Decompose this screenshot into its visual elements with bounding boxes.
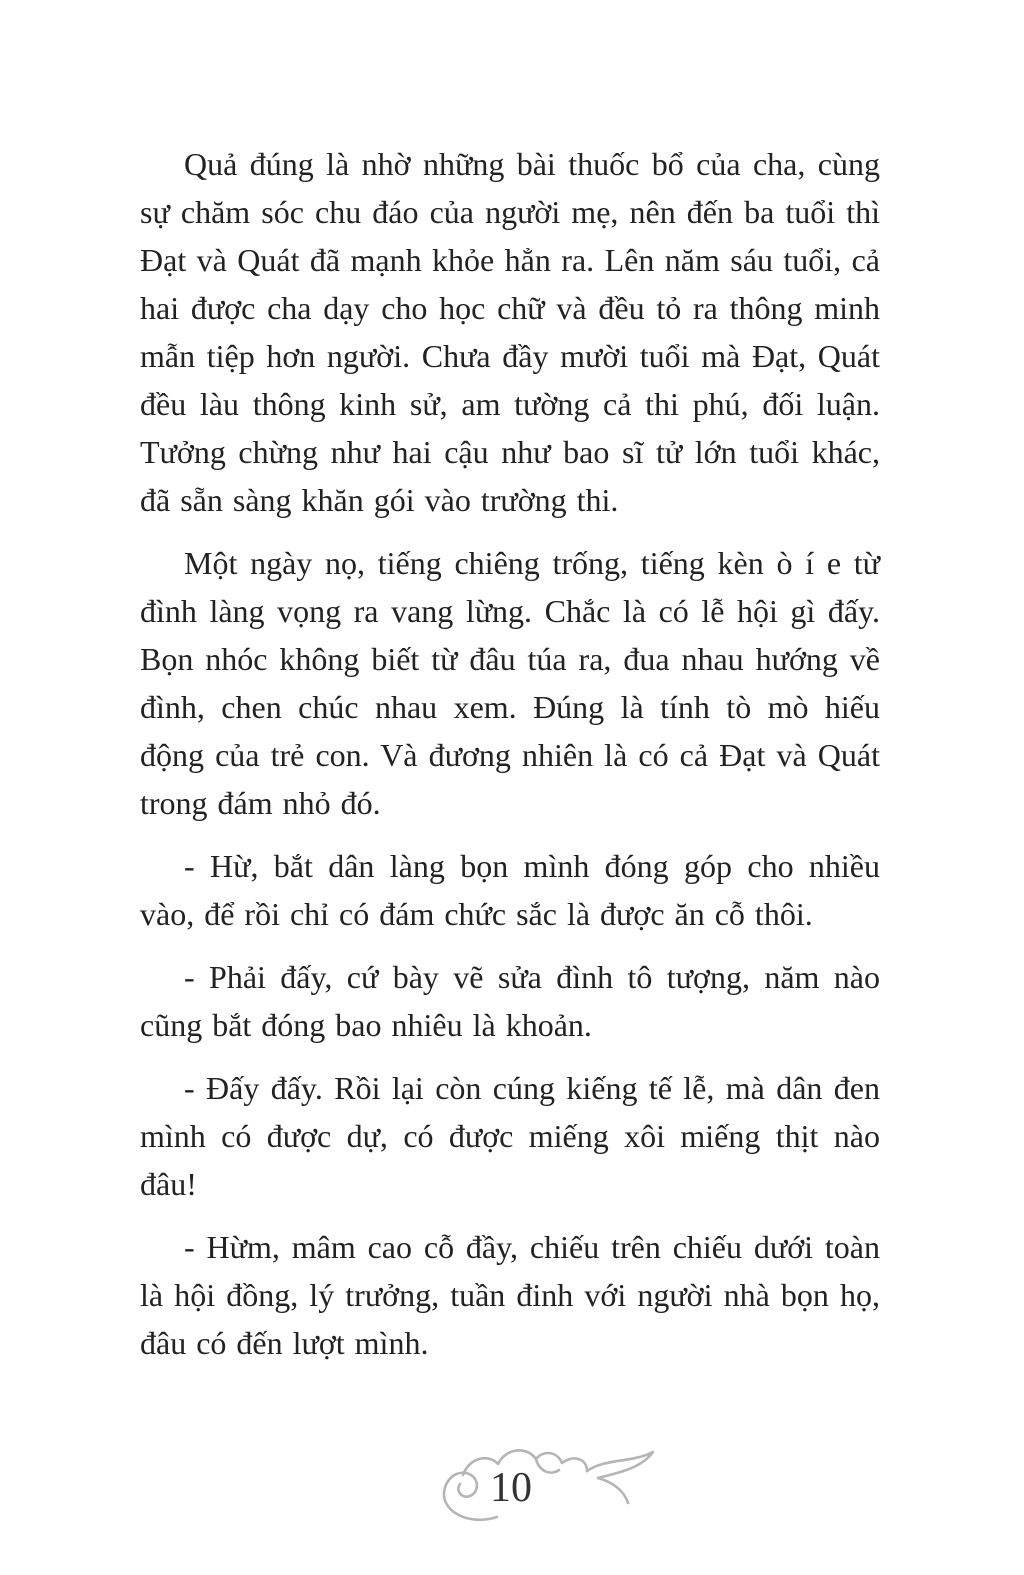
paragraph: - Đấy đấy. Rồi lại còn cúng kiếng tế lễ, mà dân đen mình có được dự, có được miếng xôi miếng thịt nào đâu!: [140, 1070, 880, 1202]
page-text-block: [140, 140, 880, 1382]
cloud-flourish-icon: [425, 1433, 675, 1528]
paragraph: Một ngày nọ, tiếng chiêng trống, tiếng kèn ò í e từ đình làng vọng ra vang lừng. Chắc là có lễ hội gì đấy. Bọn nhóc không biết từ đâu túa ra, đua nhau hướng về đình, chen chúc nhau xem. Đúng là tính tò mò hiếu động của trẻ con. Và đương nhiên là có cả Đạt và Quát trong đám nhỏ đó.: [140, 545, 880, 821]
page-footer: [425, 1433, 675, 1528]
paragraph: - Hừ, bắt dân làng bọn mình đóng góp cho nhiều vào, để rồi chỉ có đám chức sắc là được ăn cỗ thôi.: [140, 848, 880, 932]
paragraph: - Hừm, mâm cao cỗ đầy, chiếu trên chiếu dưới toàn là hội đồng, lý trưởng, tuần đinh với người nhà bọn họ, đâu có đến lượt mình.: [140, 1229, 880, 1361]
paragraph: Quả đúng là nhờ những bài thuốc bổ của cha, cùng sự chăm sóc chu đáo của người mẹ, nên đến ba tuổi thì Đạt và Quát đã mạnh khỏe hẳn ra. Lên năm sáu tuổi, cả hai được cha dạy cho học chữ và đều tỏ ra thông minh mẫn tiệp hơn người. Chưa đầy mười tuổi mà Đạt, Quát đều làu thông kinh sử, am tường cả thi phú, đối luận. Tưởng chừng như hai cậu như bao sĩ tử lớn tuổi khác, đã sẵn sàng khăn gói vào trường thi.: [140, 146, 880, 518]
paragraph: - Phải đấy, cứ bày vẽ sửa đình tô tượng, năm nào cũng bắt đóng bao nhiêu là khoản.: [140, 959, 880, 1043]
page-number: 10: [490, 1465, 532, 1511]
